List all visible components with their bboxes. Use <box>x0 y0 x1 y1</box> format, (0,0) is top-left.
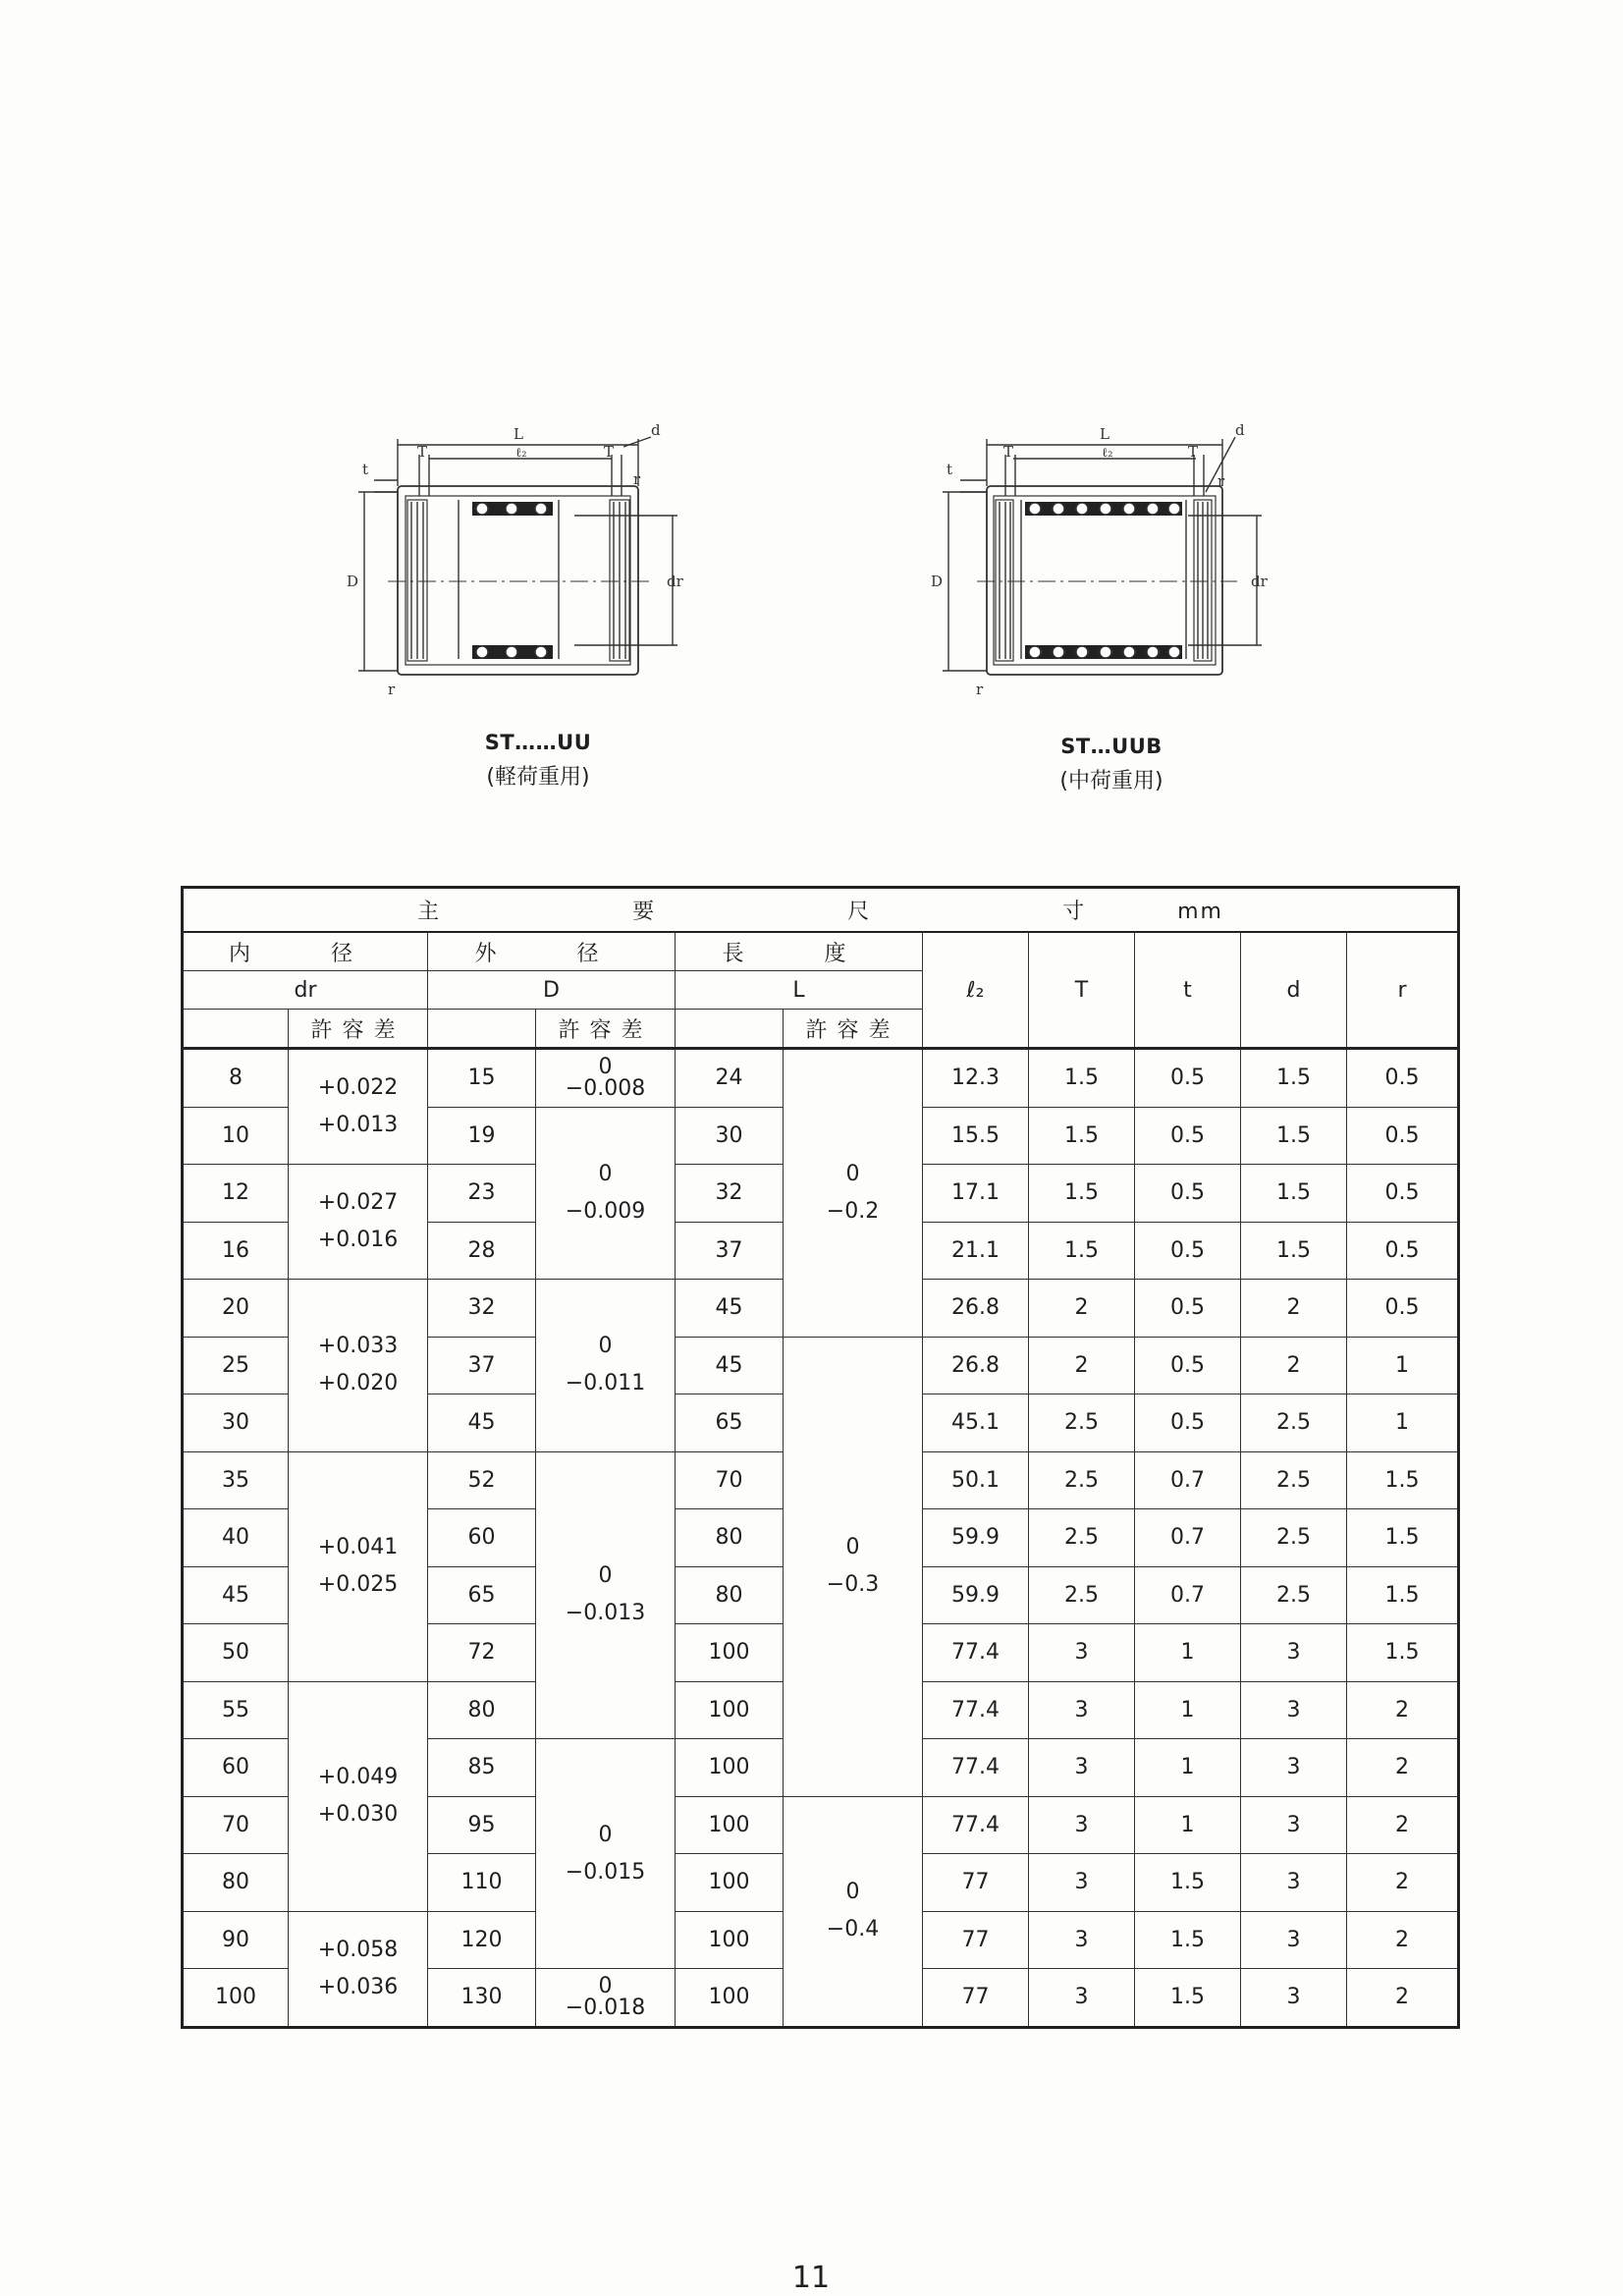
cell-T: 2.5 <box>1029 1509 1135 1567</box>
tol-lower: −0.3 <box>826 1572 880 1597</box>
cell-r: 1.5 <box>1347 1451 1459 1509</box>
tol-lower: −0.013 <box>565 1601 646 1626</box>
cell-l2: 77 <box>923 1854 1029 1912</box>
model-name: ST…UUB <box>1060 735 1163 758</box>
tol-upper: +0.041 <box>317 1535 399 1559</box>
dim-r-bottom: r <box>976 681 984 698</box>
cell-T: 2 <box>1029 1280 1135 1338</box>
cell-L: 80 <box>676 1509 784 1567</box>
cell-d: 3 <box>1241 1854 1347 1912</box>
header-outer <box>428 932 676 971</box>
cell-r: 0.5 <box>1347 1222 1459 1280</box>
cell-L-tolerance <box>784 1049 923 1338</box>
tol-lower: +0.030 <box>317 1802 399 1827</box>
cell-t: 1 <box>1135 1624 1241 1682</box>
page-number: 11 <box>791 2261 831 2295</box>
dim-t: t <box>947 461 953 478</box>
dim-T-right: T <box>1188 443 1199 461</box>
header-dr-tolerance: 許容差 <box>289 1010 428 1049</box>
cell-dr: 55 <box>183 1681 289 1739</box>
cell-d: 2.5 <box>1241 1394 1347 1452</box>
dim-dr: dr <box>1251 573 1268 590</box>
cell-D: 120 <box>428 1911 536 1969</box>
cell-r: 2 <box>1347 1796 1459 1854</box>
table-unit: mm <box>1177 900 1223 924</box>
cell-D: 28 <box>428 1222 536 1280</box>
cell-t: 0.5 <box>1135 1049 1241 1108</box>
cell-dr: 16 <box>183 1222 289 1280</box>
cell-d: 2.5 <box>1241 1566 1347 1624</box>
cell-d: 3 <box>1241 1911 1347 1969</box>
cell-D: 80 <box>428 1681 536 1739</box>
cell-dr: 60 <box>183 1739 289 1797</box>
cell-L: 100 <box>676 1681 784 1739</box>
cell-L: 24 <box>676 1049 784 1108</box>
cell-t: 0.7 <box>1135 1509 1241 1567</box>
cell-T: 3 <box>1029 1796 1135 1854</box>
table-title: 主 要 尺 寸 <box>417 900 1178 924</box>
cell-d: 1.5 <box>1241 1222 1347 1280</box>
cell-L: 80 <box>676 1566 784 1624</box>
cell-D-tolerance <box>536 1049 676 1108</box>
tol-upper: +0.058 <box>317 1937 399 1962</box>
cell-t: 1.5 <box>1135 1854 1241 1912</box>
cell-L: 30 <box>676 1107 784 1165</box>
cell-T: 2.5 <box>1029 1394 1135 1452</box>
header-L-value-blank <box>676 1010 784 1049</box>
dim-T-left: T <box>1003 443 1014 461</box>
cell-d: 3 <box>1241 1739 1347 1797</box>
cell-r: 0.5 <box>1347 1049 1459 1108</box>
cell-t: 0.5 <box>1135 1280 1241 1338</box>
tol-lower: +0.036 <box>317 1974 399 1999</box>
cell-D: 130 <box>428 1969 536 2028</box>
cell-D-tolerance <box>536 1451 676 1739</box>
cell-t: 1 <box>1135 1796 1241 1854</box>
cell-t: 1 <box>1135 1739 1241 1797</box>
cell-t: 0.7 <box>1135 1566 1241 1624</box>
cell-dr: 10 <box>183 1107 289 1165</box>
cell-dr-tolerance <box>289 1049 428 1165</box>
cell-L: 37 <box>676 1222 784 1280</box>
tol-upper: 0 <box>598 1973 613 1998</box>
table-row <box>183 1049 1459 1108</box>
tol-upper: +0.049 <box>317 1765 399 1789</box>
cell-d: 3 <box>1241 1796 1347 1854</box>
cell-L-tolerance <box>784 1796 923 2027</box>
cell-r: 2 <box>1347 1681 1459 1739</box>
dim-dr: dr <box>667 573 683 590</box>
cell-T: 3 <box>1029 1739 1135 1797</box>
cell-r: 0.5 <box>1347 1280 1459 1338</box>
cell-T: 1.5 <box>1029 1107 1135 1165</box>
dim-L: L <box>514 425 523 443</box>
cell-D-tolerance <box>536 1280 676 1452</box>
cell-L: 100 <box>676 1739 784 1797</box>
cell-l2: 21.1 <box>923 1222 1029 1280</box>
tol-lower: −0.008 <box>565 1075 646 1101</box>
dimension-table <box>181 886 1460 2029</box>
tol-upper: 0 <box>845 1880 860 1904</box>
cell-t: 0.5 <box>1135 1394 1241 1452</box>
header-L-tolerance: 許容差 <box>784 1010 923 1049</box>
tol-lower: +0.016 <box>317 1228 399 1252</box>
cell-dr: 70 <box>183 1796 289 1854</box>
cell-dr: 45 <box>183 1566 289 1624</box>
cell-d: 2 <box>1241 1337 1347 1394</box>
cell-l2: 77.4 <box>923 1681 1029 1739</box>
cell-D: 60 <box>428 1509 536 1567</box>
cell-l2: 12.3 <box>923 1049 1029 1108</box>
cell-dr: 35 <box>183 1451 289 1509</box>
cell-D: 85 <box>428 1739 536 1797</box>
cell-L: 100 <box>676 1624 784 1682</box>
cell-D: 95 <box>428 1796 536 1854</box>
cell-t: 0.5 <box>1135 1107 1241 1165</box>
dim-r-bottom: r <box>388 681 396 698</box>
dim-d: d <box>651 421 661 439</box>
cell-L: 70 <box>676 1451 784 1509</box>
cell-l2: 77.4 <box>923 1796 1029 1854</box>
dim-D: D <box>347 573 359 590</box>
cell-l2: 77 <box>923 1969 1029 2028</box>
cell-r: 1 <box>1347 1337 1459 1394</box>
cell-L: 100 <box>676 1796 784 1854</box>
table-title-cell <box>183 888 1459 933</box>
cell-T: 2 <box>1029 1337 1135 1394</box>
cell-D: 23 <box>428 1165 536 1223</box>
cell-D-tolerance <box>536 1969 676 2028</box>
cell-L: 45 <box>676 1280 784 1338</box>
tol-lower: +0.020 <box>317 1371 399 1396</box>
tol-upper: 0 <box>845 1535 860 1559</box>
header-d: d <box>1241 932 1347 1049</box>
tol-upper: 0 <box>598 1563 613 1589</box>
cell-l2: 45.1 <box>923 1394 1029 1452</box>
cell-r: 0.5 <box>1347 1165 1459 1223</box>
dim-r-top: r <box>1217 472 1225 490</box>
cell-d: 2.5 <box>1241 1451 1347 1509</box>
cell-l2: 26.8 <box>923 1280 1029 1338</box>
header-l2: ℓ₂ <box>923 932 1029 1049</box>
cell-T: 3 <box>1029 1681 1135 1739</box>
dim-l2: ℓ₂ <box>515 446 527 461</box>
dim-L: L <box>1100 425 1109 443</box>
figure-caption-uu <box>410 731 666 791</box>
dim-t: t <box>362 461 369 478</box>
cell-dr: 100 <box>183 1969 289 2028</box>
cell-t: 0.5 <box>1135 1337 1241 1394</box>
tol-upper: 0 <box>598 1161 613 1186</box>
header-dr: dr <box>183 971 428 1010</box>
figure-caption-uub <box>984 735 1239 794</box>
dim-T-right: T <box>604 443 615 461</box>
cell-L: 100 <box>676 1911 784 1969</box>
cell-dr: 40 <box>183 1509 289 1567</box>
cell-l2: 77 <box>923 1911 1029 1969</box>
cell-r: 1.5 <box>1347 1509 1459 1567</box>
cell-dr-tolerance <box>289 1911 428 2027</box>
cell-T: 3 <box>1029 1911 1135 1969</box>
cell-l2: 59.9 <box>923 1566 1029 1624</box>
cell-d: 1.5 <box>1241 1165 1347 1223</box>
header-T: T <box>1029 932 1135 1049</box>
cell-d: 3 <box>1241 1969 1347 2028</box>
tol-lower: −0.4 <box>826 1917 880 1941</box>
cell-t: 0.5 <box>1135 1222 1241 1280</box>
cell-dr: 90 <box>183 1911 289 1969</box>
cell-d: 2.5 <box>1241 1509 1347 1567</box>
tol-lower: −0.015 <box>565 1859 646 1885</box>
tol-upper: +0.027 <box>317 1190 399 1215</box>
bearing-diagram-uub <box>923 417 1296 702</box>
cell-dr: 25 <box>183 1337 289 1394</box>
cell-r: 1.5 <box>1347 1566 1459 1624</box>
cell-r: 2 <box>1347 1739 1459 1797</box>
cell-dr: 50 <box>183 1624 289 1682</box>
cell-D: 45 <box>428 1394 536 1452</box>
tol-upper: 0 <box>845 1161 860 1186</box>
tol-lower: +0.025 <box>317 1572 399 1597</box>
cell-D: 52 <box>428 1451 536 1509</box>
cell-L: 45 <box>676 1337 784 1394</box>
cell-l2: 50.1 <box>923 1451 1029 1509</box>
cell-t: 0.7 <box>1135 1451 1241 1509</box>
cell-d: 2 <box>1241 1280 1347 1338</box>
header-bore <box>183 932 428 971</box>
bearing-diagram-uu <box>339 417 712 702</box>
cell-D: 15 <box>428 1049 536 1108</box>
tol-upper: +0.033 <box>317 1334 399 1359</box>
header-outer-label: 外 径 <box>474 941 628 966</box>
cell-dr-tolerance <box>289 1451 428 1681</box>
header-t: t <box>1135 932 1241 1049</box>
cell-T: 3 <box>1029 1624 1135 1682</box>
cell-d: 3 <box>1241 1681 1347 1739</box>
cell-L: 100 <box>676 1854 784 1912</box>
cell-T: 2.5 <box>1029 1566 1135 1624</box>
cell-r: 2 <box>1347 1854 1459 1912</box>
header-D-tolerance: 許容差 <box>536 1010 676 1049</box>
header-bore-label: 内 径 <box>228 941 382 966</box>
cell-D: 32 <box>428 1280 536 1338</box>
cell-dr: 80 <box>183 1854 289 1912</box>
cell-dr-tolerance <box>289 1681 428 1911</box>
header-length <box>676 932 923 971</box>
tol-upper: 0 <box>598 1822 613 1847</box>
cell-dr: 12 <box>183 1165 289 1223</box>
cell-d: 1.5 <box>1241 1049 1347 1108</box>
tol-lower: −0.009 <box>565 1198 646 1224</box>
cell-t: 1.5 <box>1135 1969 1241 2028</box>
header-D: D <box>428 971 676 1010</box>
tol-lower: −0.011 <box>565 1371 646 1396</box>
cell-dr: 30 <box>183 1394 289 1452</box>
cell-D: 65 <box>428 1566 536 1624</box>
cell-L-tolerance <box>784 1337 923 1796</box>
cell-l2: 17.1 <box>923 1165 1029 1223</box>
cell-D: 72 <box>428 1624 536 1682</box>
cell-r: 1.5 <box>1347 1624 1459 1682</box>
dim-T-left: T <box>417 443 428 461</box>
model-subtitle: (中荷重用) <box>1059 769 1163 793</box>
cell-r: 2 <box>1347 1969 1459 2028</box>
cell-L: 32 <box>676 1165 784 1223</box>
dim-r-top: r <box>633 470 641 488</box>
tol-lower: −0.2 <box>826 1198 880 1224</box>
cell-t: 1.5 <box>1135 1911 1241 1969</box>
header-dr-value-blank <box>183 1010 289 1049</box>
header-r: r <box>1347 932 1459 1049</box>
cell-D: 110 <box>428 1854 536 1912</box>
cell-r: 1 <box>1347 1394 1459 1452</box>
model-name: ST……UU <box>484 731 592 754</box>
cell-l2: 26.8 <box>923 1337 1029 1394</box>
cell-L: 100 <box>676 1969 784 2028</box>
tol-upper: 0 <box>598 1334 613 1359</box>
cell-t: 1 <box>1135 1681 1241 1739</box>
cell-dr: 20 <box>183 1280 289 1338</box>
cell-T: 2.5 <box>1029 1451 1135 1509</box>
cell-d: 3 <box>1241 1624 1347 1682</box>
cell-r: 0.5 <box>1347 1107 1459 1165</box>
cell-l2: 77.4 <box>923 1739 1029 1797</box>
tol-upper: +0.022 <box>317 1075 399 1100</box>
cell-T: 3 <box>1029 1969 1135 2028</box>
tol-upper: 0 <box>598 1054 613 1079</box>
header-length-label: 長 度 <box>722 941 876 966</box>
cell-r: 2 <box>1347 1911 1459 1969</box>
tol-lower: +0.013 <box>317 1113 399 1137</box>
cell-D: 19 <box>428 1107 536 1165</box>
dim-D: D <box>931 573 944 590</box>
cell-T: 1.5 <box>1029 1049 1135 1108</box>
dim-l2: ℓ₂ <box>1102 446 1113 461</box>
cell-D-tolerance <box>536 1107 676 1280</box>
cell-T: 1.5 <box>1029 1222 1135 1280</box>
cell-D-tolerance <box>536 1739 676 1969</box>
cell-d: 1.5 <box>1241 1107 1347 1165</box>
cell-t: 0.5 <box>1135 1165 1241 1223</box>
cell-l2: 15.5 <box>923 1107 1029 1165</box>
model-subtitle: (軽荷重用) <box>486 765 590 790</box>
cell-l2: 59.9 <box>923 1509 1029 1567</box>
cell-dr: 8 <box>183 1049 289 1108</box>
cell-D: 37 <box>428 1337 536 1394</box>
header-D-value-blank <box>428 1010 536 1049</box>
dim-d: d <box>1235 421 1245 439</box>
cell-L: 65 <box>676 1394 784 1452</box>
cell-dr-tolerance <box>289 1280 428 1452</box>
cell-dr-tolerance <box>289 1165 428 1280</box>
cell-T: 3 <box>1029 1854 1135 1912</box>
cell-T: 1.5 <box>1029 1165 1135 1223</box>
header-L: L <box>676 971 923 1010</box>
tol-lower: −0.018 <box>565 1995 646 2020</box>
cell-l2: 77.4 <box>923 1624 1029 1682</box>
